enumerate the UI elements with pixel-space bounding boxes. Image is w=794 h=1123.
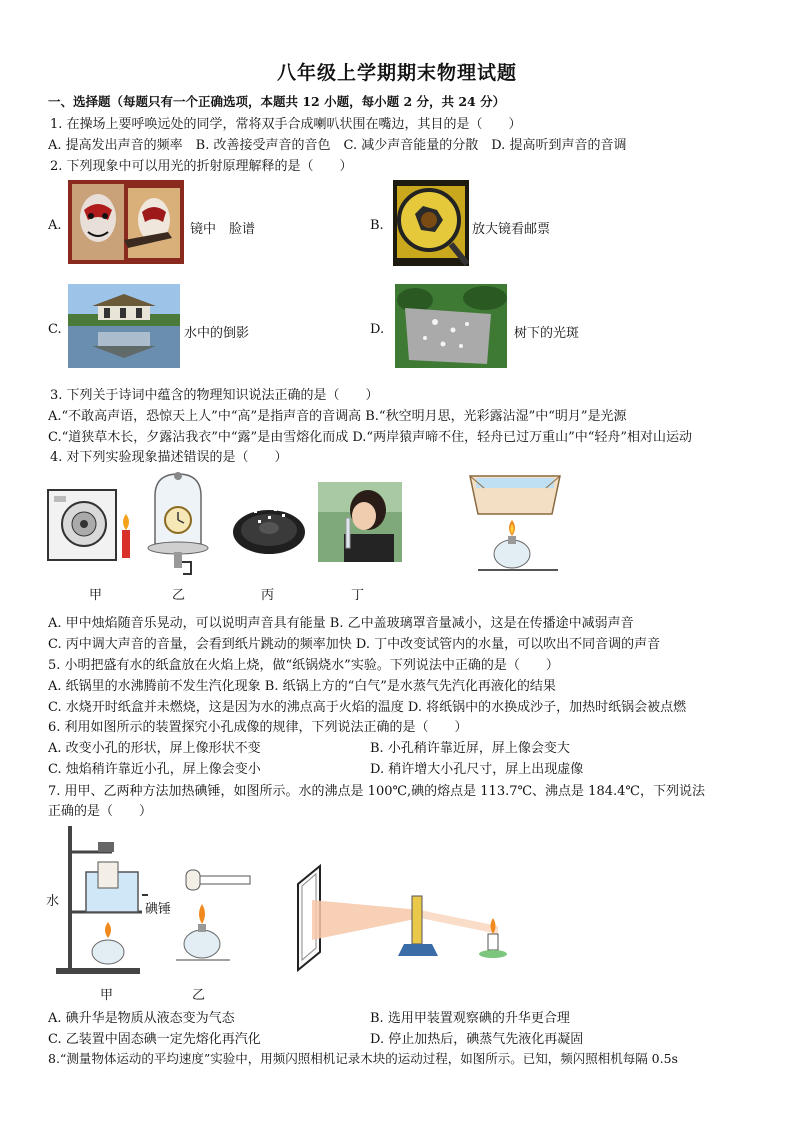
question-6-option-c: C. 烛焰稍许靠近小孔，屏上像会变小 <box>48 762 261 777</box>
question-7-stem-line-2: 正确的是（ ） <box>48 804 153 819</box>
q2-option-a-letter: A. <box>48 218 62 233</box>
speaker-candle-figure <box>46 478 138 568</box>
question-6-option-d: D. 稍许增大小孔尺寸，屏上出现虚像 <box>370 762 584 777</box>
question-5-line-1: A. 纸锅里的水沸腾前不发生汽化现象 B. 纸锅上方的“白气”是水蒸气先汽化再液化的结果 <box>48 679 556 694</box>
question-4-stem: 4. 对下列实验现象描述错误的是（ ） <box>50 450 288 465</box>
mirror-face-mask-image <box>68 180 184 264</box>
light-spots-under-tree-image <box>395 284 507 368</box>
page-title: 八年级上学期期末物理试题 <box>276 62 517 84</box>
question-6-option-b: B. 小孔稍许靠近屏，屏上像会变大 <box>370 741 570 756</box>
q2-option-d-caption: 树下的光斑 <box>514 326 580 341</box>
question-6-stem: 6. 利用如图所示的装置探究小孔成像的规律，下列说法正确的是（ ） <box>48 720 468 735</box>
question-3-line-2: C.“道狭草木长，夕露沾我衣”中“露”是由雪熔化而成 D.“两岸猿声啼不住，轻舟已过万重山”中“轻舟”相对山运动 <box>48 430 693 445</box>
apparatus-label-jia: 甲 <box>100 988 114 1003</box>
water-reflection-image <box>68 284 180 368</box>
section-heading: 一、选择题（每题只有一个正确选项，本题共 12 小题，每小题 2 分，共 24 分） <box>48 94 506 109</box>
question-5-line-2: C. 水烧开时纸盒并未燃烧，这是因为水的沸点高于火焰的温度 D. 将纸锅中的水换成沙子，加热时纸锅会被点燃 <box>48 700 687 715</box>
iodine-hammer-label: 碘锤 <box>145 902 172 917</box>
question-5-stem: 5. 小明把盛有水的纸盒放在火焰上烧，做“纸锅烧水”实验。下列说法中正确的是（ ） <box>48 658 559 673</box>
pinhole-imaging-apparatus <box>292 860 532 978</box>
question-3-line-1: A.“不敢高声语，恐惊天上人”中“高”是指声音的音调高 B.“秋空明月思，光彩露沾湿”中“明月”是光源 <box>48 409 627 424</box>
paper-pot-boiling-water-figure <box>466 466 564 574</box>
question-4-line-1: A. 甲中烛焰随音乐晃动，可以说明声音具有能量 B. 乙中盖玻璃罩音量减小，这是在传播途中减弱声音 <box>48 616 634 631</box>
q2-option-b-letter: B. <box>370 218 384 233</box>
question-7-stem-line-1: 7. 用甲、乙两种方法加热碘锤，如图所示。水的沸点是 100℃,碘的熔点是 113.7℃、沸点是 184.4℃，下列说法 <box>48 784 705 799</box>
q2-option-c-caption: 水中的倒影 <box>184 326 250 341</box>
question-1-stem: 1. 在操场上要呼唤远处的同学，常将双手合成喇叭状围在嘴边，其目的是（ ） <box>50 117 522 132</box>
q2-option-b-caption: 放大镜看邮票 <box>472 222 551 237</box>
question-4-line-2: C. 丙中调大声音的音量，会看到纸片跳动的频率加快 D. 丁中改变试管内的水量，可以吹出不同音调的声音 <box>48 637 661 652</box>
speaker-paper-bits-figure <box>230 498 308 558</box>
question-7-option-a: A. 碘升华是物质从液态变为气态 <box>48 1011 235 1026</box>
figure-label-ding: 丁 <box>351 588 365 603</box>
question-2-stem: 2. 下列现象中可以用光的折射原理解释的是（ ） <box>50 159 353 174</box>
bell-jar-alarm-clock-figure <box>143 470 213 582</box>
question-7-option-c: C. 乙装置中固态碘一定先熔化再汽化 <box>48 1032 261 1047</box>
q2-option-c-letter: C. <box>48 322 62 337</box>
girl-blowing-test-tube-photo <box>318 482 402 562</box>
question-6-option-a: A. 改变小孔的形状，屏上像形状不变 <box>48 741 261 756</box>
question-7-option-d: D. 停止加热后，碘蒸气先液化再凝固 <box>370 1032 584 1047</box>
apparatus-label-yi: 乙 <box>192 988 206 1003</box>
question-3-stem: 3. 下列关于诗词中蕴含的物理知识说法正确的是（ ） <box>50 388 379 403</box>
water-label: 水 <box>46 894 60 909</box>
magnifier-stamp-image <box>393 180 469 266</box>
figure-label-yi: 乙 <box>172 588 186 603</box>
q2-option-a-caption: 镜中 脸谱 <box>190 222 256 237</box>
question-1-options: A. 提高发出声音的频率 B. 改善接受声音的音色 C. 减少声音能量的分散 D. 提高听到声音的音调 <box>48 138 627 153</box>
question-8-stem: 8.“测量物体运动的平均速度”实验中，用频闪照相机记录木块的运动过程，如图所示。已知，频闪照相机每隔 0.5s <box>48 1051 678 1066</box>
question-7-option-b: B. 选用甲装置观察碘的升华更合理 <box>370 1011 570 1026</box>
figure-label-bing: 丙 <box>261 588 275 603</box>
q2-option-d-letter: D. <box>370 322 385 337</box>
figure-label-jia: 甲 <box>89 588 103 603</box>
